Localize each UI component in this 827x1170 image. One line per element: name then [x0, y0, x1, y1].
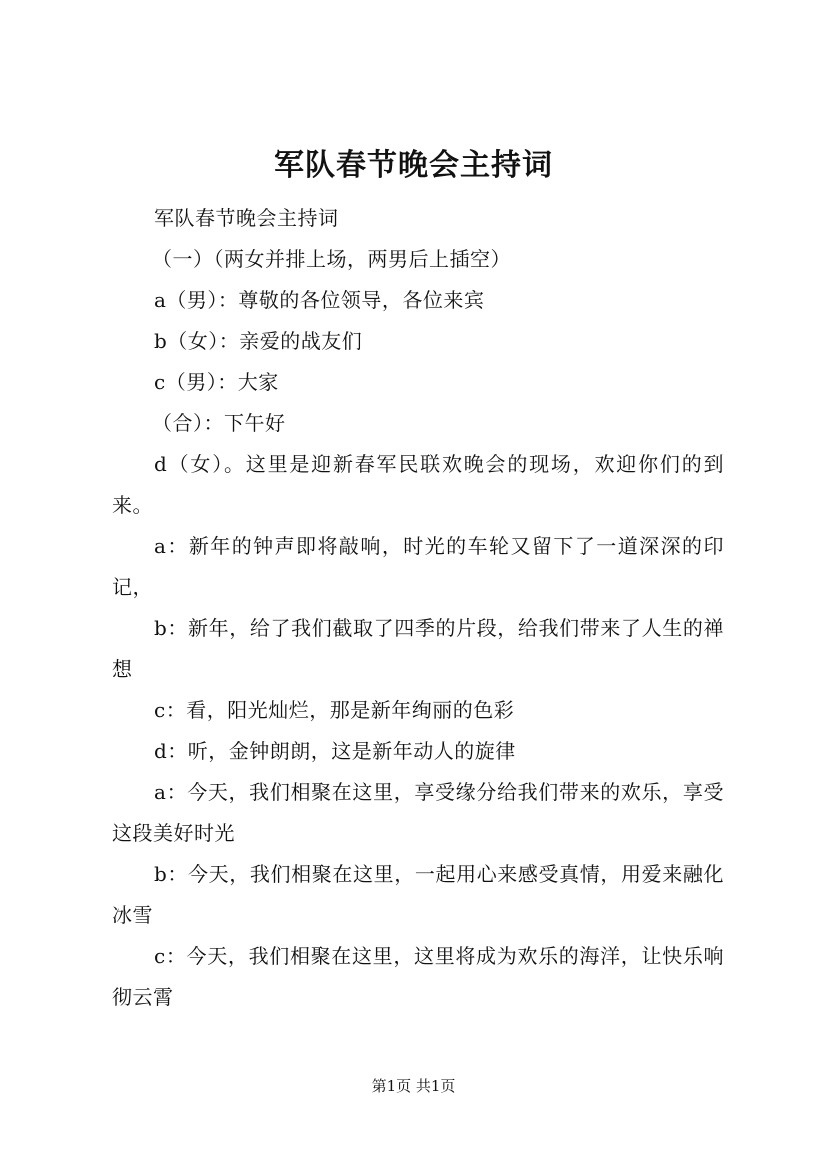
paragraph: b：今天，我们相聚在这里，一起用心来感受真情，用爱来融化冰雪 [112, 862, 724, 927]
document-title: 军队春节晚会主持词 [274, 148, 553, 183]
page-footer: 第1页 共1页 [371, 1077, 456, 1095]
paragraph: c（男）：大家 [154, 370, 279, 394]
paragraph: d（女）。这里是迎新春军民联欢晚会的现场，欢迎你们的到来。 [112, 452, 724, 517]
paragraph: a：新年的钟声即将敲响，时光的车轮又留下了一道深深的印记， [112, 534, 724, 599]
paragraph: b（女）：亲爱的战友们 [154, 329, 363, 353]
paragraph: b：新年，给了我们截取了四季的片段，给我们带来了人生的禅想 [112, 616, 724, 681]
paragraph: （一）（两女并排上场，两男后上插空） [152, 247, 511, 271]
paragraph: a（男）：尊敬的各位领导，各位来宾 [154, 288, 485, 312]
paragraph: c：看，阳光灿烂，那是新年绚丽的色彩 [154, 698, 515, 722]
paragraph: a：今天，我们相聚在这里，享受缘分给我们带来的欢乐，享受这段美好时光 [112, 780, 724, 845]
document-body [112, 198, 724, 1018]
paragraph: c：今天，我们相聚在这里，这里将成为欢乐的海洋，让快乐响彻云霄 [112, 944, 724, 1009]
paragraph: 军队春节晚会主持词 [154, 206, 339, 230]
paragraph: （合）：下午好 [152, 411, 286, 435]
paragraph: d：听，金钟朗朗，这是新年动人的旋律 [154, 739, 516, 763]
